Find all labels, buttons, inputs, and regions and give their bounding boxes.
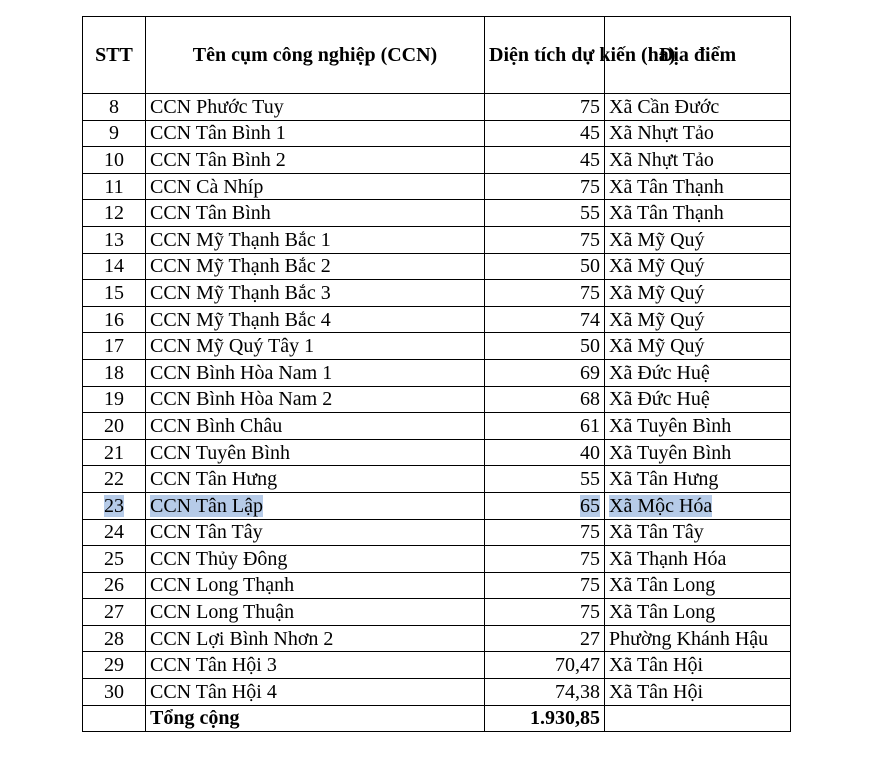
cell-location (605, 652, 791, 679)
total-stt (83, 705, 146, 732)
cell-stt-text: 21 (104, 441, 124, 464)
cell-area (485, 173, 605, 200)
cell-location-text: Xã Mỹ Quý (609, 228, 705, 251)
cell-name (146, 652, 485, 679)
cell-area (485, 466, 605, 493)
table-row (83, 94, 791, 121)
cell-stt-text: 23 (104, 494, 124, 517)
table-row (83, 226, 791, 253)
cell-area-text: 61 (580, 414, 600, 437)
cell-area-text: 55 (580, 202, 600, 225)
cell-location (605, 94, 791, 121)
cell-area-text: 45 (580, 148, 600, 171)
cell-stt (83, 679, 146, 706)
table-row (83, 492, 791, 519)
cell-name-text: CCN Mỹ Thạnh Bắc 4 (150, 308, 331, 331)
cell-stt (83, 625, 146, 652)
cell-name (146, 173, 485, 200)
cell-name-text: CCN Long Thạnh (150, 574, 295, 597)
table-row (83, 625, 791, 652)
cell-area-text: 75 (580, 281, 600, 304)
cell-location-text: Xã Mỹ Quý (609, 255, 705, 278)
cell-name-text: CCN Cà Nhíp (150, 175, 264, 198)
cell-stt (83, 200, 146, 227)
cell-area-text: 50 (580, 255, 600, 278)
cell-area-text: 74,38 (555, 680, 600, 703)
cell-area-text: 75 (580, 228, 600, 251)
total-location (605, 705, 791, 732)
cell-area (485, 333, 605, 360)
cell-name-text: CCN Tân Tây (150, 521, 263, 544)
cell-name (146, 413, 485, 440)
table-header-row (83, 17, 791, 94)
cell-area (485, 599, 605, 626)
cell-stt-text: 11 (104, 175, 124, 198)
cell-location-text: Xã Tân Thạnh (609, 202, 724, 225)
cell-stt-text: 29 (104, 654, 124, 677)
cell-location-text: Xã Mỹ Quý (609, 281, 705, 304)
cell-name (146, 333, 485, 360)
cell-area (485, 280, 605, 307)
cell-location-text: Xã Tân Hưng (609, 468, 719, 491)
cell-name (146, 439, 485, 466)
cell-stt (83, 253, 146, 280)
cell-stt (83, 280, 146, 307)
cell-area-text: 74 (580, 308, 600, 331)
cell-location-text: Xã Nhựt Tảo (609, 148, 714, 171)
cell-area (485, 226, 605, 253)
cell-name (146, 599, 485, 626)
header-location: Địa điểm (605, 17, 791, 94)
cell-name (146, 359, 485, 386)
cell-stt (83, 359, 146, 386)
cell-stt-text: 22 (104, 468, 124, 491)
cell-name (146, 466, 485, 493)
cell-location-text: Xã Tân Long (609, 601, 716, 624)
cell-location (605, 625, 791, 652)
cell-area-text: 75 (580, 521, 600, 544)
table-row (83, 147, 791, 174)
header-name: Tên cụm công nghiệp (CCN) (146, 17, 485, 94)
cell-name-text: CCN Tân Hội 4 (150, 680, 277, 703)
cell-location (605, 413, 791, 440)
cell-name-text: CCN Bình Hòa Nam 2 (150, 388, 333, 411)
cell-location (605, 147, 791, 174)
cell-name (146, 200, 485, 227)
table-row (83, 280, 791, 307)
table-row (83, 679, 791, 706)
cell-stt-text: 13 (104, 228, 124, 251)
cell-stt-text: 27 (104, 601, 124, 624)
cell-area (485, 120, 605, 147)
cell-area-text: 27 (580, 627, 600, 650)
table-row (83, 359, 791, 386)
cell-location-text: Phường Khánh Hậu (609, 627, 769, 650)
table-body (83, 94, 791, 706)
cell-area (485, 679, 605, 706)
cell-area (485, 546, 605, 573)
cell-stt-text: 25 (104, 547, 124, 570)
table-row (83, 200, 791, 227)
cell-area (485, 306, 605, 333)
cell-name-text: CCN Long Thuận (150, 601, 295, 624)
cell-stt-text: 14 (104, 255, 124, 278)
cell-location (605, 173, 791, 200)
cell-area-text: 75 (580, 574, 600, 597)
cell-name-text: CCN Mỹ Thạnh Bắc 2 (150, 255, 331, 278)
cell-location (605, 200, 791, 227)
total-label: Tổng cộng (146, 705, 485, 732)
table-row (83, 439, 791, 466)
cell-area (485, 147, 605, 174)
cell-area (485, 253, 605, 280)
cell-location (605, 466, 791, 493)
cell-name-text: CCN Tân Bình 2 (150, 148, 286, 171)
table-row (83, 519, 791, 546)
cell-name-text: CCN Tân Hội 3 (150, 654, 277, 677)
cell-location-text: Xã Thạnh Hóa (609, 547, 727, 570)
cell-name (146, 306, 485, 333)
cell-location-text: Xã Tuyên Bình (609, 441, 732, 464)
cell-stt-text: 12 (104, 202, 124, 225)
cell-stt (83, 599, 146, 626)
cell-stt (83, 173, 146, 200)
cell-location (605, 359, 791, 386)
cell-location-text: Xã Đức Huệ (609, 388, 710, 411)
cell-name-text: CCN Lợi Bình Nhơn 2 (150, 627, 334, 650)
cell-name (146, 386, 485, 413)
table-row (83, 173, 791, 200)
cell-name (146, 519, 485, 546)
cell-stt (83, 120, 146, 147)
cell-location-text: Xã Đức Huệ (609, 361, 710, 384)
cell-area-text: 45 (580, 122, 600, 145)
cell-location-text: Xã Mỹ Quý (609, 335, 705, 358)
cell-area (485, 625, 605, 652)
cell-name-text: CCN Tân Bình 1 (150, 122, 286, 145)
cell-stt-text: 8 (109, 95, 119, 118)
cell-name (146, 492, 485, 519)
cell-name (146, 94, 485, 121)
cell-area (485, 652, 605, 679)
cell-name-text: CCN Bình Châu (150, 414, 283, 437)
cell-name-text: CCN Mỹ Thạnh Bắc 3 (150, 281, 331, 304)
cell-name-text: CCN Mỹ Quý Tây 1 (150, 335, 315, 358)
cell-stt-text: 17 (104, 335, 124, 358)
cell-stt (83, 492, 146, 519)
cell-area-text: 70,47 (555, 654, 600, 677)
table-row (83, 120, 791, 147)
cell-name (146, 625, 485, 652)
cell-location-text: Xã Tân Long (609, 574, 716, 597)
cell-stt (83, 546, 146, 573)
table-row (83, 546, 791, 573)
cell-area-text: 69 (580, 361, 600, 384)
cell-name (146, 226, 485, 253)
cell-location (605, 280, 791, 307)
cell-location (605, 253, 791, 280)
cell-area-text: 75 (580, 95, 600, 118)
cell-stt-text: 9 (109, 122, 119, 145)
cell-stt-text: 30 (104, 680, 124, 703)
cell-stt (83, 652, 146, 679)
cell-area (485, 519, 605, 546)
table-row (83, 466, 791, 493)
cell-location-text: Xã Mỹ Quý (609, 308, 705, 331)
cell-name (146, 546, 485, 573)
cell-stt-text: 16 (104, 308, 124, 331)
cell-stt (83, 572, 146, 599)
cell-location-text: Xã Nhựt Tảo (609, 122, 714, 145)
cell-stt (83, 413, 146, 440)
cell-area (485, 386, 605, 413)
cell-stt (83, 306, 146, 333)
cell-stt (83, 147, 146, 174)
table-row (83, 652, 791, 679)
cell-area (485, 359, 605, 386)
table-row (83, 386, 791, 413)
cell-location-text: Xã Tân Hội (609, 654, 704, 677)
cell-name (146, 572, 485, 599)
cell-location (605, 386, 791, 413)
cell-name-text: CCN Phước Tuy (150, 95, 284, 118)
cell-area-text: 75 (580, 601, 600, 624)
cell-area-text: 50 (580, 335, 600, 358)
cell-stt (83, 466, 146, 493)
cell-location-text: Xã Mộc Hóa (609, 494, 713, 517)
cell-location (605, 546, 791, 573)
cell-area-text: 55 (580, 468, 600, 491)
cell-location-text: Xã Tuyên Bình (609, 414, 732, 437)
cell-location (605, 439, 791, 466)
cell-name (146, 679, 485, 706)
cell-stt-text: 19 (104, 388, 124, 411)
cell-name (146, 120, 485, 147)
cell-area (485, 413, 605, 440)
cell-stt (83, 226, 146, 253)
cell-area (485, 94, 605, 121)
cell-stt-text: 15 (104, 281, 124, 304)
table-row (83, 413, 791, 440)
cell-name-text: CCN Tân Hưng (150, 468, 278, 491)
table-row (83, 572, 791, 599)
table-row (83, 306, 791, 333)
total-row (83, 705, 791, 732)
cell-name-text: CCN Bình Hòa Nam 1 (150, 361, 333, 384)
cell-location (605, 572, 791, 599)
cell-location-text: Xã Cần Đước (609, 95, 720, 118)
table-row (83, 253, 791, 280)
cell-area-text: 40 (580, 441, 600, 464)
table-row (83, 599, 791, 626)
cell-name-text: CCN Mỹ Thạnh Bắc 1 (150, 228, 331, 251)
cell-location (605, 306, 791, 333)
cell-name (146, 280, 485, 307)
table-row (83, 333, 791, 360)
cell-location (605, 599, 791, 626)
total-area: 1.930,85 (485, 705, 605, 732)
cell-stt-text: 10 (104, 148, 124, 171)
cell-area-text: 75 (580, 547, 600, 570)
cell-name-text: CCN Thủy Đông (150, 547, 288, 570)
cell-name-text: CCN Tân Lập (150, 494, 263, 517)
cell-location (605, 226, 791, 253)
cell-stt (83, 94, 146, 121)
cell-location (605, 519, 791, 546)
cell-location-text: Xã Tân Tây (609, 521, 704, 544)
industrial-cluster-table (82, 16, 791, 732)
header-stt: STT (83, 17, 146, 94)
cell-stt-text: 28 (104, 627, 124, 650)
cell-area-text: 65 (580, 494, 600, 517)
cell-location-text: Xã Tân Thạnh (609, 175, 724, 198)
cell-area (485, 492, 605, 519)
cell-name (146, 253, 485, 280)
cell-stt-text: 26 (104, 574, 124, 597)
cell-stt-text: 20 (104, 414, 124, 437)
cell-area (485, 439, 605, 466)
cell-stt (83, 386, 146, 413)
cell-location-text: Xã Tân Hội (609, 680, 704, 703)
cell-stt (83, 439, 146, 466)
cell-area-text: 68 (580, 388, 600, 411)
cell-name-text: CCN Tân Bình (150, 202, 271, 225)
cell-area (485, 572, 605, 599)
header-area: Diện tích dự kiến (ha) (485, 17, 605, 94)
cell-location (605, 333, 791, 360)
cell-area-text: 75 (580, 175, 600, 198)
cell-area (485, 200, 605, 227)
cell-stt-text: 18 (104, 361, 124, 384)
cell-stt-text: 24 (104, 521, 124, 544)
cell-name (146, 147, 485, 174)
cell-stt (83, 333, 146, 360)
cell-location (605, 492, 791, 519)
cell-name-text: CCN Tuyên Bình (150, 441, 291, 464)
cell-location (605, 679, 791, 706)
cell-location (605, 120, 791, 147)
cell-stt (83, 519, 146, 546)
